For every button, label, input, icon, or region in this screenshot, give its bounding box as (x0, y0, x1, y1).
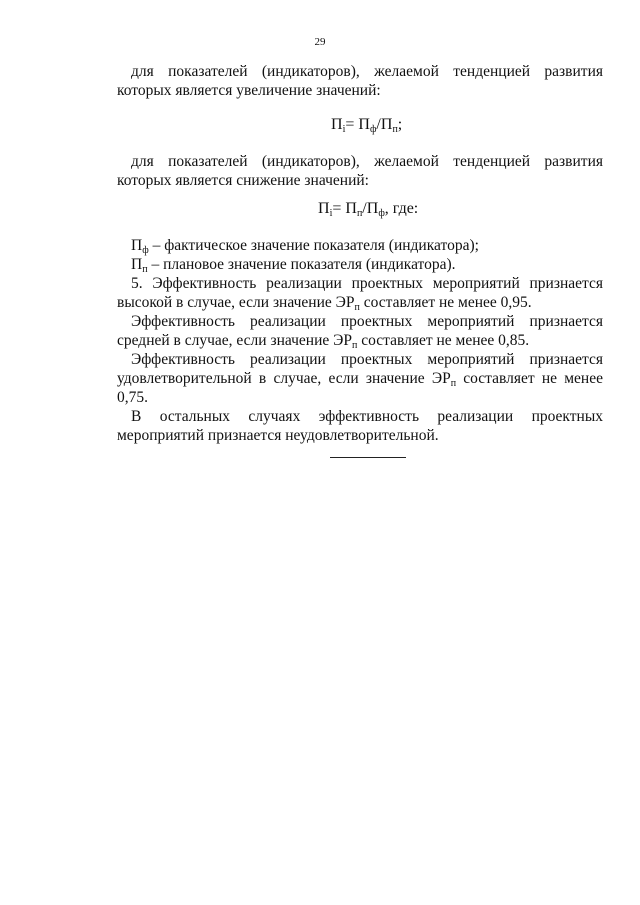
formula-increase-num: П (358, 116, 370, 133)
definition-planned-symbol: П (131, 256, 143, 273)
formula-decrease-den-sub: ф (378, 208, 385, 219)
formula-increase-lhs-sub: i (342, 124, 346, 135)
paragraph-decrease-text: для показателей (индикаторов), желаемой тенденцией развития которых является снижение значений: (117, 153, 603, 189)
paragraph-decrease (117, 152, 603, 190)
formula-increase-den-sub: п (392, 124, 398, 135)
clause-5-satisfactory-a: Эффективность реализации проектных мероприятий признается удовлетворительной в случае, если значение ЭР (117, 351, 603, 387)
definition-actual-sub: ф (142, 245, 149, 256)
formula-decrease-slash: / (362, 200, 367, 217)
formula-decrease-lhs-sub: i (329, 208, 333, 219)
clause-5-satisfactory-b: составляет не менее 0,75. (117, 370, 603, 406)
definition-planned-text: – плановое значение показателя (индикатора). (147, 256, 456, 273)
clause-5-high-a: 5. Эффективность реализации проектных мероприятий признается высокой в случае, если значение ЭР (117, 275, 603, 311)
clause-5-medium-b: составляет не менее 0,85. (357, 332, 530, 349)
formula-decrease-den: П (366, 200, 379, 217)
clause-5-medium (117, 312, 603, 350)
clause-5-medium-a: Эффективность реализации проектных мероприятий признается средней в случае, если значение ЭР (117, 313, 603, 349)
formula-decrease-eq: = (332, 200, 342, 217)
formula-decrease-num: П (345, 200, 357, 217)
formula-increase-num-sub: ф (369, 124, 377, 135)
clause-5-high-sub: п (354, 302, 360, 313)
clause-5-other: В остальных случаях эффективность реализации проектных мероприятий признается неудовлетворительной. (117, 408, 603, 444)
definition-planned (117, 255, 603, 274)
formula-increase-den: П (380, 116, 393, 133)
definition-planned-sub: п (142, 264, 148, 275)
formula-increase-eq: = (345, 116, 355, 133)
definition-actual-text: – фактическое значение показателя (индикатора); (148, 237, 479, 254)
formula-increase-tail: ; (397, 116, 403, 133)
clause-5-satisfactory-sub: п (450, 378, 457, 389)
formula-decrease-lhs: П (318, 200, 330, 217)
clause-5-block (117, 274, 603, 445)
clause-5-medium-sub: п (352, 340, 358, 351)
end-of-document-rule (330, 457, 406, 458)
clause-5-high (117, 274, 603, 312)
formula-decrease-expression (318, 200, 418, 218)
clause-5-satisfactory (117, 350, 603, 407)
formula-increase-expression (331, 116, 402, 134)
definition-actual (117, 236, 603, 255)
formula-decrease-num-sub: п (356, 208, 363, 219)
clause-5-high-b: составляет не менее 0,95. (359, 294, 532, 311)
formula-increase-slash: / (376, 116, 381, 133)
formula-decrease-tail: , где: (384, 200, 419, 217)
definitions-block (117, 236, 603, 274)
paragraph-increase-text: для показателей (индикаторов), желаемой тенденцией развития которых является увеличение значений: (117, 63, 603, 99)
formula-increase-lhs: П (331, 116, 343, 133)
definition-actual-symbol: П (131, 237, 143, 254)
paragraph-increase (117, 62, 603, 100)
page-number: 29 (314, 36, 326, 48)
